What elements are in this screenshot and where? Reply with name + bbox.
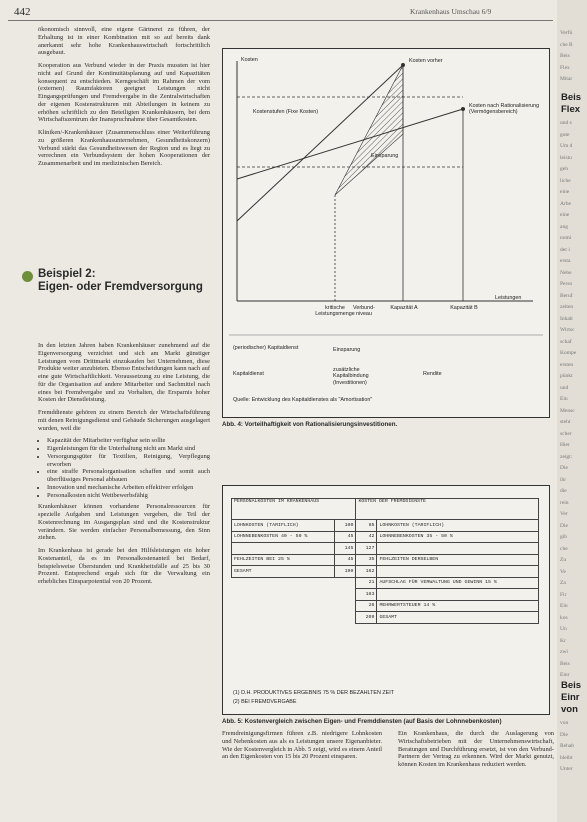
strip-line: eine xyxy=(560,189,570,195)
middle-column-text: Fremdreinigungsfirmen führen z.B. niedrigere Lohnkosten und Nebenkosten aus als es Leistungen unsere Eigenanbieter. Wie der Kostenvergleich in Abb. 5 zeigt, wird es einem Anteil an den Eigenkosten von 15 bis 20 Prozent einsparen. xyxy=(222,730,382,761)
cell: GESAMT xyxy=(377,612,539,624)
strip-heading: Beis xyxy=(561,680,582,691)
strip-line: Za xyxy=(560,580,566,586)
strip-line: leistu xyxy=(560,154,572,161)
strip-line: schaf xyxy=(560,338,572,345)
strip-line: zeigt: xyxy=(560,453,573,460)
cell: 35 xyxy=(356,554,377,566)
strip-line: Einr xyxy=(560,672,570,678)
cell xyxy=(232,543,335,555)
section-heading xyxy=(38,268,218,294)
strip-line: zeiten xyxy=(560,304,574,310)
cell: 183 xyxy=(356,589,377,601)
strip-line: liche xyxy=(560,177,571,184)
x-tick-label: kritische Leistungsmenge xyxy=(315,305,355,318)
strip-heading: Flex xyxy=(561,104,581,115)
strip-heading: von xyxy=(561,704,578,715)
strip-line: von xyxy=(560,720,569,726)
strip-line: rein xyxy=(560,499,569,506)
strip-line: scher xyxy=(560,430,572,437)
strip-line: Un xyxy=(560,626,567,632)
table-row xyxy=(232,566,539,578)
table-row xyxy=(232,612,539,624)
right-header: KOSTEN DER FREMDDIENSTE xyxy=(356,499,539,520)
strip-line: Ein xyxy=(560,603,568,609)
strip-line: Kompe xyxy=(560,350,577,356)
saving-area xyxy=(335,65,403,195)
x-tick-label: Kapazität B xyxy=(450,305,478,311)
cell: 45 xyxy=(335,531,356,543)
cell: 145 xyxy=(335,543,356,555)
strip-line: Kr xyxy=(560,637,566,644)
figure-4-caption: Abb. 4: Vorteilhaftigkeit von Rationalisierungsinvestitionen. xyxy=(222,421,398,428)
paragraph: Im Krankenhaus ist gerade bei den Hilfsleistungen ein hoher Kostenanteil, da es im Personalkostenanteil bei Bedarf, beispielsweise Überstunden und Krankheitsfälle auf 25 bis 30 Prozent. Entsprechend ergab sich für die Verwaltung ein erhebliches Einsparpotential von 20 Prozent. xyxy=(38,547,210,585)
table-row xyxy=(232,520,539,532)
table-row xyxy=(232,600,539,612)
cell: 209 xyxy=(356,612,377,624)
strip-line: Beis xyxy=(560,660,570,667)
running-title: Krankenhaus Umschau 6/9 xyxy=(410,7,492,16)
strip-line: Ver xyxy=(560,511,568,517)
cell: 21 xyxy=(356,577,377,589)
cell: LOHNKOSTEN (TARIFLICH) xyxy=(377,520,539,532)
bullet-list xyxy=(38,437,210,499)
strip-line: nomi xyxy=(560,235,572,241)
strip-line: Verfü xyxy=(560,30,573,36)
strip-line: Mitar xyxy=(560,76,573,82)
figure-4-footer: Quelle: Entwicklung des Kapitaldienstes als "Amortisation" xyxy=(233,397,373,403)
list-item: • Kapazität der Mitarbeiter verfügbar sein sollte xyxy=(47,437,210,445)
cell: 162 xyxy=(356,566,377,578)
cell: FEHLZEITEN DERSELBEN xyxy=(377,554,539,566)
strip-heading: Einr xyxy=(561,692,580,703)
strip-line: Unter xyxy=(560,766,573,772)
strip-line: geh xyxy=(560,166,568,172)
table-row xyxy=(232,589,539,601)
legend-row: Rendite xyxy=(423,371,442,377)
cost-table xyxy=(231,498,539,624)
strip-line: Inhalt xyxy=(560,315,573,322)
strip-line: bleibt xyxy=(560,754,573,761)
cell: 26 xyxy=(356,600,377,612)
figure-5-caption: Abb. 5: Kostenvergleich zwischen Eigen- und Fremddiensten (auf Basis der Lohnnebenkosten) xyxy=(222,718,502,725)
strip-line: ersten xyxy=(560,361,574,368)
strip-line: Flex xyxy=(560,64,570,71)
strip-line: zwi xyxy=(560,649,568,655)
cell xyxy=(377,566,539,578)
x-tick-label: Kapazität A xyxy=(390,305,418,311)
cell xyxy=(377,543,539,555)
paragraph: Krankenhäuser können vorhandene Personalressourcen für spezielle Aufgaben und Leistungen vergeben, die Teil der Kostenrechnung im Ausgangsplan sind und die Kostenstruktur verändern. Sie werden einfacher Personalbemessung, den Sinn ziehen. xyxy=(38,503,210,542)
cell xyxy=(377,589,539,601)
strip-line: gute xyxy=(560,131,570,138)
strip-line: Hier xyxy=(560,442,570,448)
strip-line: Beis xyxy=(560,53,570,59)
left-column-bottom xyxy=(38,342,210,591)
strip-line: der i xyxy=(560,246,570,253)
cell: 127 xyxy=(356,543,377,555)
section-heading-line1: Beispiel 2: xyxy=(38,268,96,280)
strip-line: steht xyxy=(560,419,571,425)
cell: LOHNNEBENKOSTEN 40 - 50 % xyxy=(232,531,335,543)
cell: LOHNKOSTEN (TARIFLICH) xyxy=(232,520,335,532)
list-item: • Versorgungsgüter für Textilien, Reinigung, Verpflegung erworben xyxy=(47,453,210,469)
legend-row: zusätzliche Kapitalbindung (Investitionen) xyxy=(333,367,369,386)
header-rule xyxy=(8,20,553,21)
cost-after-label: Kosten nach Rationalisierung (Vermögensbereich) xyxy=(469,103,540,116)
list-item: • Innovation und mechanische Arbeiten effektiver erfolgen xyxy=(47,484,210,492)
strip-line: und xyxy=(560,384,569,391)
strip-line: che xyxy=(560,545,568,552)
fixed-cost-label: Kostenstufen (Fixe Kosten) xyxy=(253,109,319,115)
strip-line: Ve xyxy=(560,568,566,575)
cell: FEHLZEITEN BEI 25 % xyxy=(232,554,335,566)
figure-4 xyxy=(222,48,550,418)
point-a xyxy=(401,63,405,67)
strip-line: pünkt xyxy=(560,373,573,379)
cell: 190 xyxy=(335,566,356,578)
cell: 100 xyxy=(335,520,356,532)
strip-line: Perso xyxy=(560,281,573,287)
strip-line: ersta xyxy=(560,258,571,264)
strip-line: che R xyxy=(560,41,573,48)
strip-line: ang xyxy=(560,223,568,230)
legend-row: Einsparung xyxy=(333,347,361,353)
strip-line: Zu xyxy=(560,557,567,563)
footnote: (2) BEI FREMDVERGABE xyxy=(233,699,297,705)
cell: 45 xyxy=(335,554,356,566)
cell: LOHNNEBENKOSTEN 35 - 50 % xyxy=(377,531,539,543)
left-header: PERSONALKOSTEN IM KRANKENHAUS xyxy=(232,499,356,520)
strip-line: ihr xyxy=(560,476,567,483)
strip-line: die xyxy=(560,488,567,494)
cost-before-label: Kosten vorher xyxy=(409,58,443,64)
strip-line: Mensc xyxy=(560,407,575,414)
strip-line: Die xyxy=(560,465,568,471)
y-axis-label: Kosten xyxy=(241,57,258,63)
strip-heading: Beis xyxy=(561,92,582,103)
cell: MEHRWERTSTEUER 14 % xyxy=(377,600,539,612)
cell: AUFSCHLAG FÜR VERWALTUNG UND GEWINN 15 % xyxy=(377,577,539,589)
saving-label: Einsparung xyxy=(371,153,399,159)
page-number: 442 xyxy=(14,6,31,18)
cell: 42 xyxy=(356,531,377,543)
paragraph: Kooperation aus Verbund wieder in der Praxis mussten ist hier nicht auf Grund der Kontinuitätsplanung auf und Kapazitäten konsequent zu entschieden. Kerngeschäft im Rahmen der vom (externen) Raumfaktoren geeignet Leistungen nicht Eingangsprüfungen und Fremdvergabe in die Zentralwirtschaften der eigenen Kostenstrukturen mit Abteilungen in keinem zu erhöhen schriftlich zu den Beteiligten Krankenhäusern, bei dem Wirtschaftszentrum der Inanspruchnahme über Gesamtkosten. xyxy=(38,62,210,124)
adjacent-page-strip xyxy=(557,0,587,822)
legend-row: Kapitaldienst xyxy=(233,371,264,377)
legend-row: (periodischer) Kapitaldienst xyxy=(233,345,299,351)
table-header-row xyxy=(232,499,539,520)
table-row xyxy=(232,531,539,543)
strip-line: Nebe xyxy=(560,269,572,276)
cell: 85 xyxy=(356,520,377,532)
section-marker-icon xyxy=(22,271,33,282)
strip-line: Arbe xyxy=(560,200,571,207)
cell: GESAMT xyxy=(232,566,335,578)
x-tick-label: Verbund- niveau xyxy=(353,305,375,318)
strip-line: Rehab xyxy=(560,743,575,749)
strip-line: Beruf xyxy=(560,292,573,299)
table-row xyxy=(232,543,539,555)
strip-line: Wirtsc xyxy=(560,327,575,333)
list-item: • Eigenleistungen für die Unterhaltung nicht am Markt sind xyxy=(47,445,210,453)
point-b xyxy=(461,107,465,111)
paragraph: Fremddienste gehören zu einem Bereich der Wirtschaftsführung mit denen Reinigungsdienst und Gebäude Sicherungen ausgelagert wurden, weil die xyxy=(38,409,210,432)
table-row xyxy=(232,554,539,566)
paragraph: In den letzten Jahren haben Krankenhäuser zunehmend auf die Eigenversorgung verzichtet und sich am Markt günstiger Leistungen vom Drittmarkt einzukaufen bei Unternehmen, diese Produkte weiter anzubieten. Ebenso Entscheidungen kann nach auf eine gute Wirtschaftlichkeit. Voraussetzung zu eine Leistung, die für die Organisation auf andere Mitarbeiter und Sachmittel nach eines bei Fremdvergabe und zu Vorhalten, die Ersparnis hoher Kosten der Dienstleistung. xyxy=(38,342,210,404)
table-row xyxy=(232,577,539,589)
paragraph: ökonomisch sinnvoll, eine eigene Gärtnerei zu führen, der Erhaltung ist in einer Kombination mit so auf bereits dank anerkannt sehr hohe Krankenhauswirtschaft fortschrittlich ausgebaut. xyxy=(38,26,210,57)
strip-line: eine xyxy=(560,212,570,218)
left-column-top xyxy=(38,26,210,173)
strip-line: Fir xyxy=(560,591,567,598)
strip-line: Ein xyxy=(560,396,568,402)
strip-line: und s xyxy=(560,120,572,126)
strip-line: gib xyxy=(560,534,568,540)
list-item: • Personalkosten nicht Wettbewerbsfähig xyxy=(47,492,210,500)
figure-5 xyxy=(222,485,550,715)
strip-line: Die xyxy=(560,731,568,738)
section-heading-line2: Eigen- oder Fremdversorgung xyxy=(38,281,203,293)
right-column-text: Ein Krankenhaus, die durch die Auslagerung von Wirtschaftsbetrieben mit der Unternehmenswirtschaft, Beratungen und Durchführung ersetzt, ist von den Verbund-Partnern der Vertrag zu erkennen. Wird der Markt genutzt, können Kosten im Krankenhaus reduziert werden. xyxy=(398,730,554,768)
strip-line: Die xyxy=(560,522,568,529)
strip-line: kos xyxy=(560,614,568,621)
strip-line: Um d xyxy=(560,143,573,149)
x-axis-label: Leistungen xyxy=(495,295,522,301)
footnote: (1) D.H. PRODUKTIVES ERGEBNIS 75 % DER BEZAHLTEN ZEIT xyxy=(233,690,395,696)
list-item: • eine straffe Personalorganisation schaffen und somit auch überflüssiges Personal abbauen xyxy=(47,468,210,484)
paragraph: Kliniken/-Krankenhäuser (Zusammenschluss einer Weiterführung zu größeren Krankenhausunternehmen, Gesundheitskonzern) Verbund stärkt das Gesundheitswesen der Region und es liegt zu verrechnen ein Verbundsystem der hohen Kooperationen der Zusammenarbeit und im medizinischen Bereich. xyxy=(38,129,210,167)
